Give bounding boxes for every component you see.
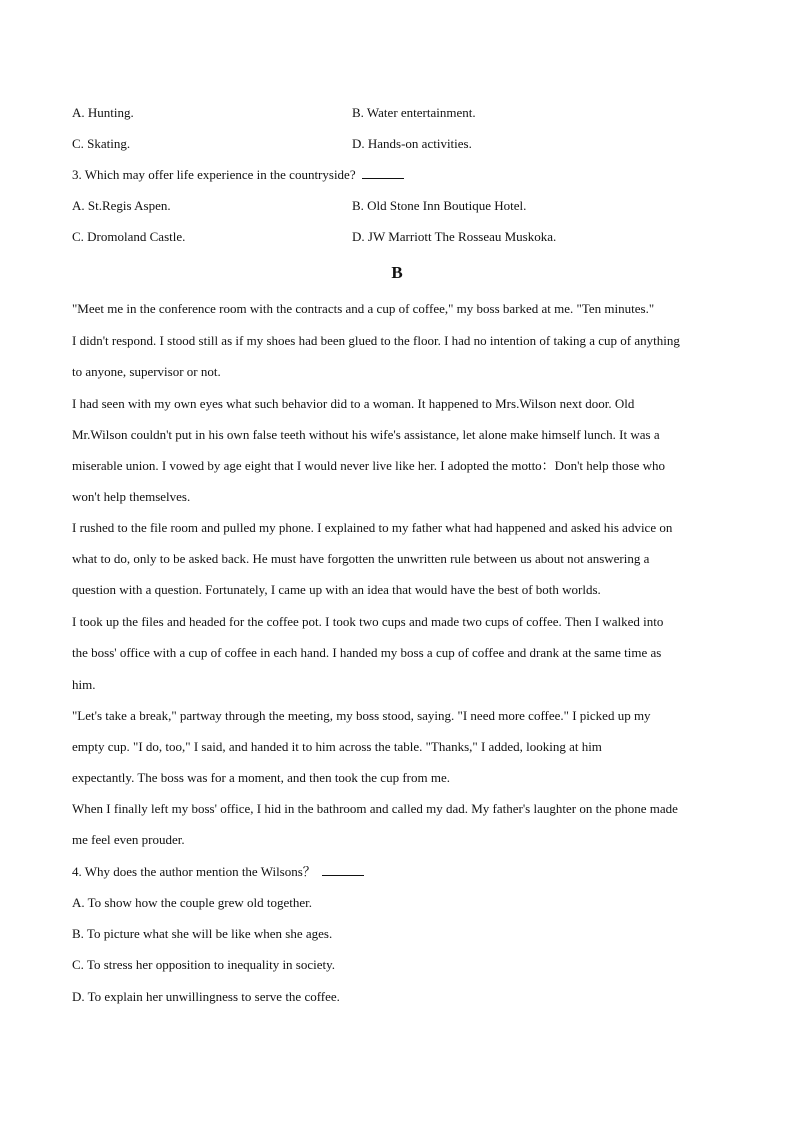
passage-line: When I finally left my boss' office, I hid in the bathroom and called my dad. My father's laughter on the phone made [72, 801, 678, 816]
passage-line: what to do, only to be asked back. He must have forgotten the unwritten rule between us about not answering a [72, 551, 650, 566]
q4-option-c: C. To stress her opposition to inequality in society. [72, 957, 336, 972]
passage-line: I rushed to the file room and pulled my phone. I explained to my father what had happened and asked his advice on [72, 520, 673, 535]
q2-option-b: B. Water entertainment. [352, 105, 476, 120]
q3-question-text: 3. Which may offer life experience in the countryside? [72, 167, 356, 182]
passage-line: question with a question. Fortunately, I came up with an idea that would have the best of both worlds. [72, 582, 601, 597]
passage-line: I didn't respond. I stood still as if my shoes had been glued to the floor. I had no intention of taking a cup of anything [72, 333, 680, 348]
passage-line: I took up the files and headed for the coffee pot. I took two cups and made two cups of coffee. Then I walked into [72, 614, 664, 629]
q4-option-a: A. To show how the couple grew old together. [72, 895, 313, 910]
passage-line: I had seen with my own eyes what such behavior did to a woman. It happened to Mrs.Wilson next door. Old [72, 396, 635, 411]
passage-line: expectantly. The boss was for a moment, and then took the cup from me. [72, 770, 450, 785]
q3-option-a: A. St.Regis Aspen. [72, 198, 171, 213]
q4-option-d: D. To explain her unwillingness to serve the coffee. [72, 989, 340, 1004]
q3-option-d: D. JW Marriott The Rosseau Muskoka. [352, 229, 557, 244]
passage-line: miserable union. I vowed by age eight that I would never live like her. I adopted the motto：Don't help those who [72, 458, 665, 473]
q4-answer-blank [322, 864, 364, 876]
passage-line: won't help themselves. [72, 489, 191, 504]
passage-line: to anyone, supervisor or not. [72, 364, 221, 379]
q2-option-d: D. Hands-on activities. [352, 136, 472, 151]
section-heading: B [391, 263, 403, 282]
passage-line: empty cup. "I do, too," I said, and handed it to him across the table. "Thanks," I added, looking at him [72, 739, 602, 754]
q3-answer-blank [362, 167, 404, 179]
q3-option-c: C. Dromoland Castle. [72, 229, 186, 244]
q4-option-b: B. To picture what she will be like when she ages. [72, 926, 333, 941]
q2-option-c: C. Skating. [72, 136, 131, 151]
passage-line: the boss' office with a cup of coffee in each hand. I handed my boss a cup of coffee and drank at the same time as [72, 645, 662, 660]
passage-line: me feel even prouder. [72, 832, 185, 847]
passage-line: him. [72, 677, 96, 692]
passage-line: "Let's take a break," partway through the meeting, my boss stood, saying. "I need more coffee." I picked up my [72, 708, 651, 723]
q2-option-a: A. Hunting. [72, 105, 134, 120]
passage-line: Mr.Wilson couldn't put in his own false teeth without his wife's assistance, let alone make himself lunch. It was a [72, 427, 660, 442]
q4-question [72, 864, 364, 880]
passage-line: "Meet me in the conference room with the contracts and a cup of coffee," my boss barked at me. "Ten minutes." [72, 301, 655, 316]
q4-question-text: 4. Why does the author mention the Wilsons？ [72, 864, 316, 879]
q3-question [72, 167, 404, 183]
q3-option-b: B. Old Stone Inn Boutique Hotel. [352, 198, 527, 213]
